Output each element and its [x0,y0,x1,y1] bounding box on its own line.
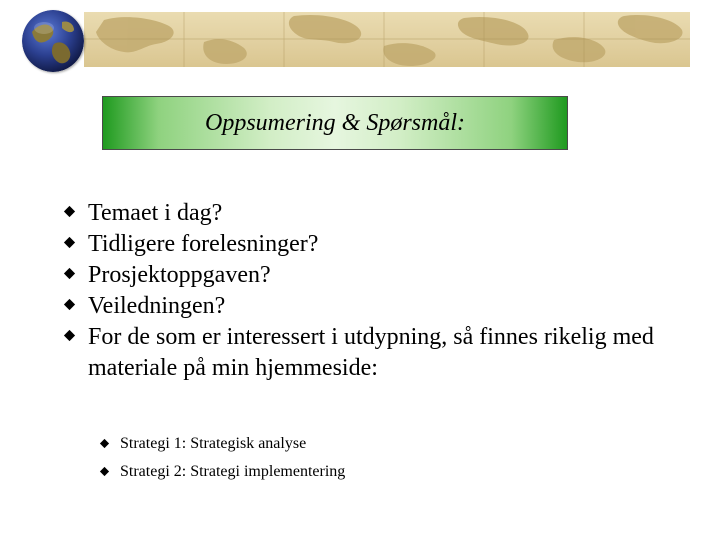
bullet-text: For de som er interessert i utdypning, så finnes rikelig med materiale på min hjemmeside: [88,324,654,381]
sub-bullet-item [98,430,658,458]
sub-bullet-list [98,430,658,486]
slide-title: Oppsumering & Spørsmål: [204,109,465,136]
globe-icon [22,10,84,72]
bullet-text: Tidligere forelesninger? [88,231,319,257]
bullet-icon [64,299,75,310]
bullet-icon [64,206,75,217]
sub-bullet-icon [100,467,109,476]
map-banner [84,12,690,67]
bullet-item [58,229,698,260]
bullet-text: Prosjektoppgaven? [88,262,271,288]
map-pattern [84,12,690,67]
sub-bullet-text: Strategi 2: Strategi implementering [120,463,346,480]
title-box [102,96,568,150]
bullet-item [58,322,698,384]
bullet-icon [64,330,75,341]
sub-bullet-item [98,458,658,486]
bullet-item [58,260,698,291]
bullet-item [58,198,698,229]
bullet-item [58,291,698,322]
sub-bullet-text: Strategi 1: Strategisk analyse [120,435,307,452]
bullet-icon [64,237,75,248]
sub-bullet-icon [100,439,109,448]
bullet-icon [64,268,75,279]
bullet-text: Veiledningen? [88,293,226,319]
bullet-text: Temaet i dag? [88,200,223,226]
bullet-list [58,198,698,384]
